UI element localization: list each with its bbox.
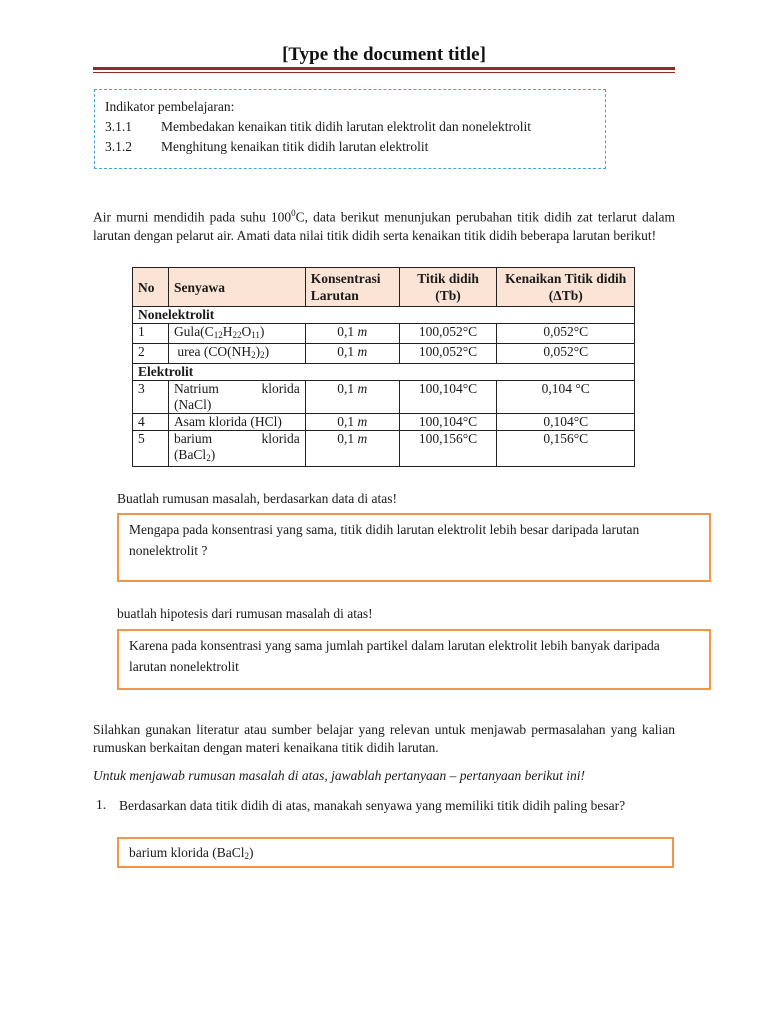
cell-no: 2 [133,344,169,364]
cell-titik-didih: 100,052°C [399,324,497,344]
senyawa-word: klorida [261,381,300,396]
cell-kenaikan: 0,052°C [497,344,635,364]
formula-part: (BaCl [173,447,207,462]
cell-konsentrasi [305,414,399,431]
cell-senyawa [168,344,305,364]
konsentrasi-value: 0,1 [337,324,355,339]
formula-part: ) [255,344,261,359]
col-header-no: No [133,268,169,307]
group-elektrolit: Elektrolit [133,364,635,381]
table-header-row [133,268,635,307]
problem-answer-box[interactable]: Mengapa pada konsentrasi yang sama, titik didih larutan elektrolit lebih besar daripada larutan nonelektrolit ? [117,513,711,582]
konsentrasi-value: 0,1 [337,431,355,446]
konsentrasi-value: 0,1 [337,414,355,429]
cell-konsentrasi [305,381,399,414]
col-header-konsentrasi: Konsentrasi Larutan [305,268,399,307]
senyawa-formula [174,447,300,466]
cell-konsentrasi [305,344,399,364]
cell-titik-didih: 100,052°C [399,344,497,364]
cell-konsentrasi [305,431,399,467]
formula-subscript: 2 [206,453,211,463]
indicator-item [105,117,595,137]
cell-kenaikan: 0,104°C [497,414,635,431]
document-title: [Type the document title] [282,44,486,65]
formula-part: H [222,324,233,339]
table-row [133,431,635,467]
cell-titik-didih: 100,156°C [399,431,497,467]
formula-part: ) [210,447,216,462]
cell-titik-didih: 100,104°C [399,381,497,414]
formula-subscript: 12 [213,330,223,340]
cell-kenaikan: 0,156°C [497,431,635,467]
problem-label: Buatlah rumusan masalah, berdasarkan data di atas! [117,491,398,506]
indicator-box [94,89,606,169]
intro-text: Air murni mendidih pada suhu 100 [93,209,292,225]
group-nonelektrolit: Nonelektrolit [133,307,635,324]
table-group-row [133,307,635,324]
instruction-note: Untuk menjawab rumusan masalah di atas, jawablah pertanyaan – pertanyaan berikut ini! [93,768,585,783]
col-header-senyawa: Senyawa [168,268,305,307]
answer-subscript: 2 [244,851,249,861]
konsentrasi-unit: m [357,431,368,446]
title-rule-thick [93,67,675,70]
literature-paragraph: Silahkan gunakan literatur atau sumber belajar yang relevan untuk menjawab permasalahan yang kalian rumuskan berkaitan dengan materi kenaikana titik didih larutan. [93,722,675,755]
table-row [133,344,635,364]
formula-subscript: 22 [232,330,242,340]
cell-senyawa [168,324,305,344]
formula-part: Gula(C [173,324,214,339]
answer-text: ) [248,845,254,860]
konsentrasi-unit: m [357,381,368,396]
table-row [133,414,635,431]
cell-senyawa: Asam klorida (HCl) [168,414,305,431]
indicator-item [105,137,595,157]
table-row [133,324,635,344]
formula-subscript: 2 [260,350,265,360]
cell-konsentrasi [305,324,399,344]
konsentrasi-unit: m [357,344,368,359]
formula-part: ) [259,324,265,339]
indicator-text: Menghitung kenaikan titik didih larutan elektrolit [161,139,429,154]
table-row [133,381,635,414]
col-header-kenaikan: Kenaikan Titik didih (ΔTb) [497,268,635,307]
question-text: Berdasarkan data titik didih di atas, manakah senyawa yang memiliki titik didih paling besar? [119,798,626,813]
cell-no: 1 [133,324,169,344]
senyawa-word: klorida [261,431,300,446]
senyawa-word: Natrium [173,381,219,396]
formula-subscript: 2 [251,350,256,360]
intro-superscript: 0 [291,208,296,218]
formula-part: ) [264,344,270,359]
intro-text: C, data berikut menunjukan perubahan titik didih zat terlarut dalam larutan dengan pelarut air. Amati data nilai titik didih serta kenaikan titik didih beberapa larutan berikut! [93,209,675,243]
konsentrasi-value: 0,1 [337,381,355,396]
title-rule-thin [93,72,675,73]
formula-part: O [241,324,252,339]
formula-subscript: 11 [251,330,260,340]
cell-no: 4 [133,414,169,431]
cell-kenaikan: 0,104 °C [497,381,635,414]
hypothesis-label: buatlah hipotesis dari rumusan masalah di atas! [117,606,373,621]
table-group-row [133,364,635,381]
indicator-heading: Indikator pembelajaran: [105,99,235,114]
konsentrasi-unit: m [357,324,368,339]
indicator-text: Membedakan kenaikan titik didih larutan elektrolit dan nonelektrolit [161,119,532,134]
cell-kenaikan: 0,052°C [497,324,635,344]
konsentrasi-unit: m [357,414,368,429]
cell-titik-didih: 100,104°C [399,414,497,431]
cell-no: 3 [133,381,169,414]
boiling-point-table [132,267,635,467]
senyawa-formula: (NaCl) [173,397,212,412]
col-header-titik-didih: Titik didih (Tb) [399,268,497,307]
question-answer-box[interactable] [117,837,674,868]
senyawa-word: barium [173,431,213,446]
question-number: 1. [96,797,107,812]
indicator-number: 3.1.1 [105,119,132,134]
intro-paragraph [93,204,675,245]
indicator-number: 3.1.2 [105,139,132,154]
cell-no: 5 [133,431,169,467]
cell-senyawa [168,431,305,467]
konsentrasi-value: 0,1 [337,344,355,359]
cell-senyawa [168,381,305,414]
hypothesis-answer-box[interactable]: Karena pada konsentrasi yang sama jumlah partikel dalam larutan elektrolit lebih banyak daripada larutan nonelektrolit [117,629,711,690]
answer-text: barium klorida (BaCl [129,845,245,860]
formula-part: urea (CO(NH [173,344,252,359]
